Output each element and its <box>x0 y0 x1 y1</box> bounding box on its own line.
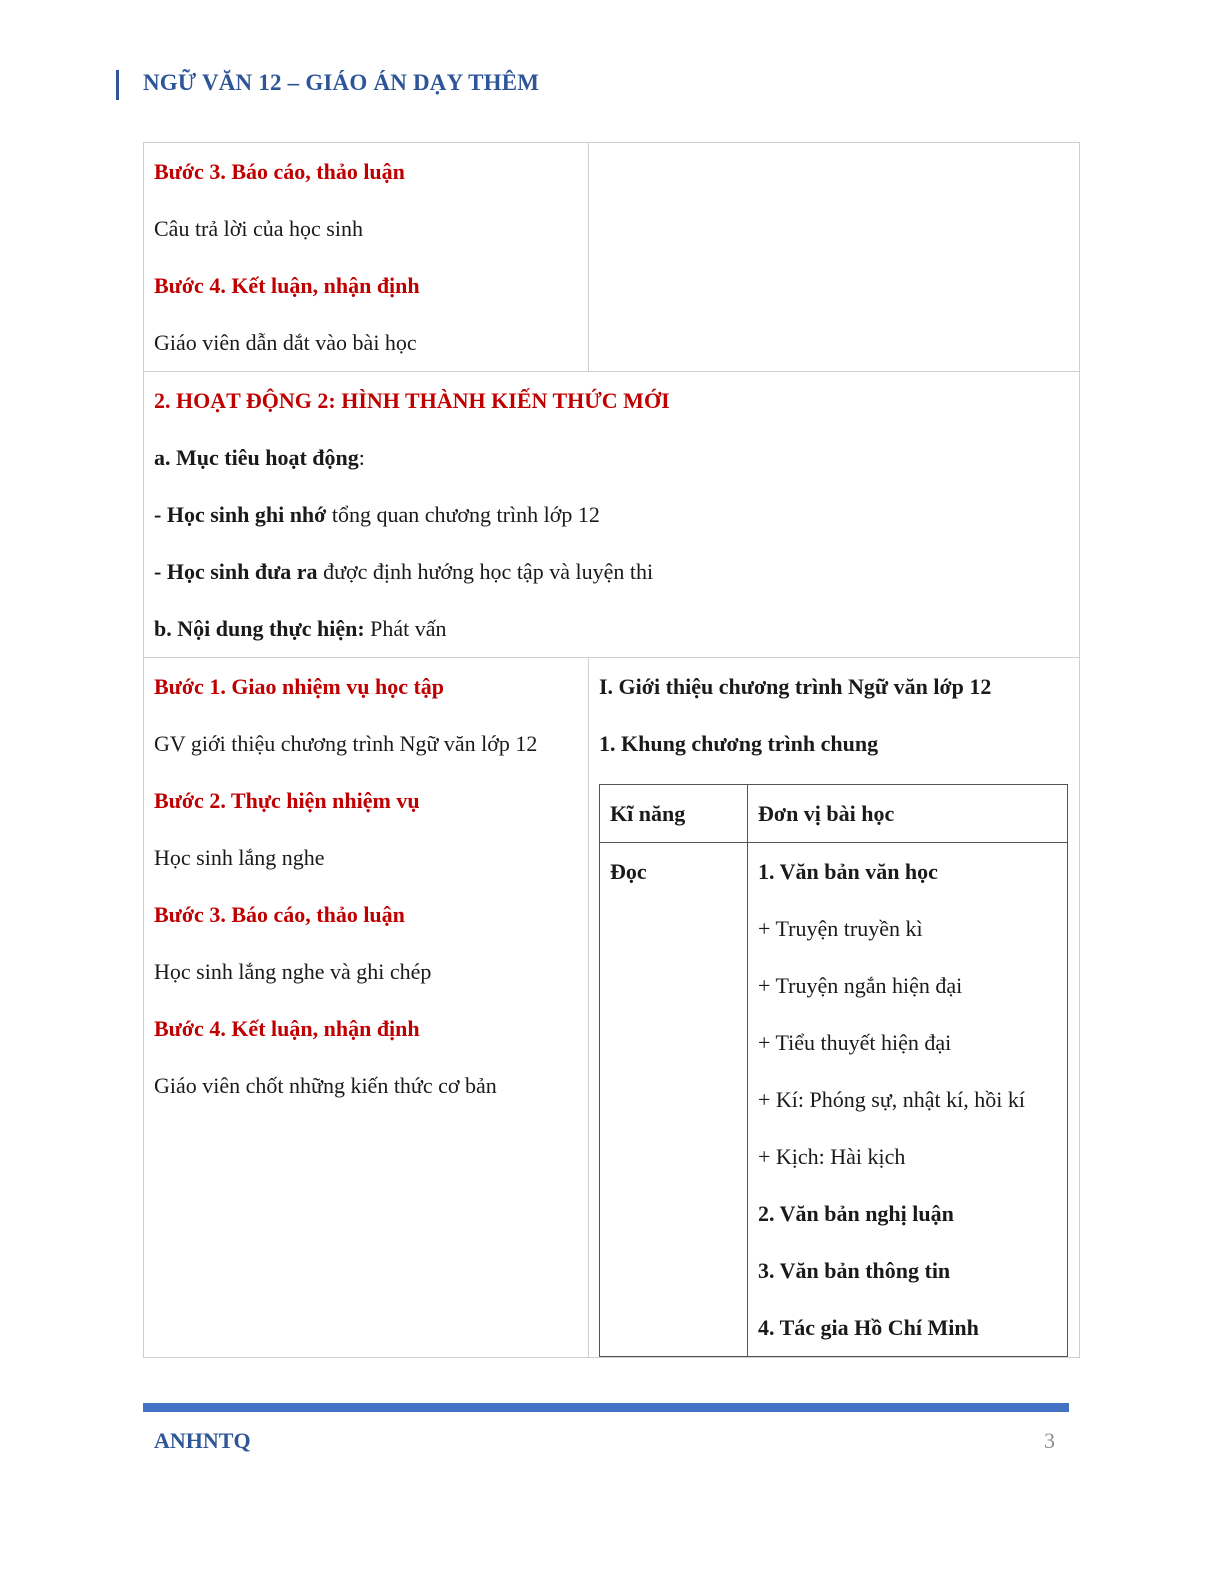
table-row <box>144 658 1080 1358</box>
program-intro-cell <box>589 658 1080 1358</box>
footer-divider-bar <box>143 1403 1069 1412</box>
unit-item: 2. Văn bản nghị luận <box>758 1201 954 1226</box>
header-cell-skill <box>600 785 748 843</box>
table-row <box>144 143 1080 372</box>
activity-steps-cell <box>144 143 589 372</box>
lesson-plan-table <box>143 142 1080 1358</box>
activity-2-cell <box>144 372 1080 658</box>
activity-goal-1: - Học sinh ghi nhớ tổng quan chương trình lớp 12 <box>154 502 600 527</box>
step-3-text: Câu trả lời của học sinh <box>154 216 363 241</box>
footer-author: ANHNTQ <box>154 1428 251 1453</box>
header-accent-bar <box>116 70 119 100</box>
step-2-title: Bước 2. Thực hiện nhiệm vụ <box>154 788 420 813</box>
framework-row <box>600 843 1068 1357</box>
unit-item: 1. Văn bản văn học <box>758 859 938 884</box>
skill-label: Đọc <box>610 859 647 884</box>
step-3-title: Bước 3. Báo cáo, thảo luận <box>154 159 405 184</box>
activity-2-title: 2. HOẠT ĐỘNG 2: HÌNH THÀNH KIẾN THỨC MỚI <box>154 388 670 413</box>
unit-item: 3. Văn bản thông tin <box>758 1258 951 1283</box>
teaching-steps-cell <box>144 658 589 1358</box>
framework-table <box>599 784 1068 1357</box>
unit-item: + Tiểu thuyết hiện đại <box>758 1030 952 1055</box>
skill-cell <box>600 843 748 1357</box>
step-4-text: Giáo viên dẫn dắt vào bài học <box>154 330 417 355</box>
step-2-text: Học sinh lắng nghe <box>154 845 325 870</box>
unit-item: + Truyện ngắn hiện đại <box>758 973 963 998</box>
step-1-title: Bước 1. Giao nhiệm vụ học tập <box>154 674 445 699</box>
table-row <box>144 372 1080 658</box>
units-cell <box>748 843 1068 1357</box>
step-3-title: Bước 3. Báo cáo, thảo luận <box>154 902 405 927</box>
empty-content-cell <box>589 143 1080 372</box>
activity-goal-2: - Học sinh đưa ra được định hướng học tập và luyện thi <box>154 559 654 584</box>
intro-subheading: 1. Khung chương trình chung <box>599 731 879 756</box>
column-header-unit: Đơn vị bài học <box>758 801 895 826</box>
unit-item: 4. Tác gia Hồ Chí Minh <box>758 1315 979 1340</box>
step-4-text: Giáo viên chốt những kiến thức cơ bản <box>154 1073 497 1098</box>
step-4-title: Bước 4. Kết luận, nhận định <box>154 273 420 298</box>
unit-item: + Kịch: Hài kịch <box>758 1144 906 1169</box>
activity-goal-label: a. Mục tiêu hoạt động: <box>154 445 365 470</box>
step-1-text: GV giới thiệu chương trình Ngữ văn lớp 12 <box>154 731 538 756</box>
page-header-title: NGỮ VĂN 12 – GIÁO ÁN DẠY THÊM <box>143 70 540 95</box>
unit-item: + Kí: Phóng sự, nhật kí, hồi kí <box>758 1087 1025 1112</box>
unit-item: + Truyện truyền kì <box>758 916 923 941</box>
step-3-text: Học sinh lắng nghe và ghi chép <box>154 959 432 984</box>
page-number: 3 <box>1044 1428 1055 1453</box>
framework-header-row <box>600 785 1068 843</box>
activity-content: b. Nội dung thực hiện: Phát vấn <box>154 616 447 641</box>
step-4-title: Bước 4. Kết luận, nhận định <box>154 1016 420 1041</box>
column-header-skill: Kĩ năng <box>610 801 686 826</box>
header-cell-unit <box>748 785 1068 843</box>
intro-heading: I. Giới thiệu chương trình Ngữ văn lớp 12 <box>599 674 992 699</box>
